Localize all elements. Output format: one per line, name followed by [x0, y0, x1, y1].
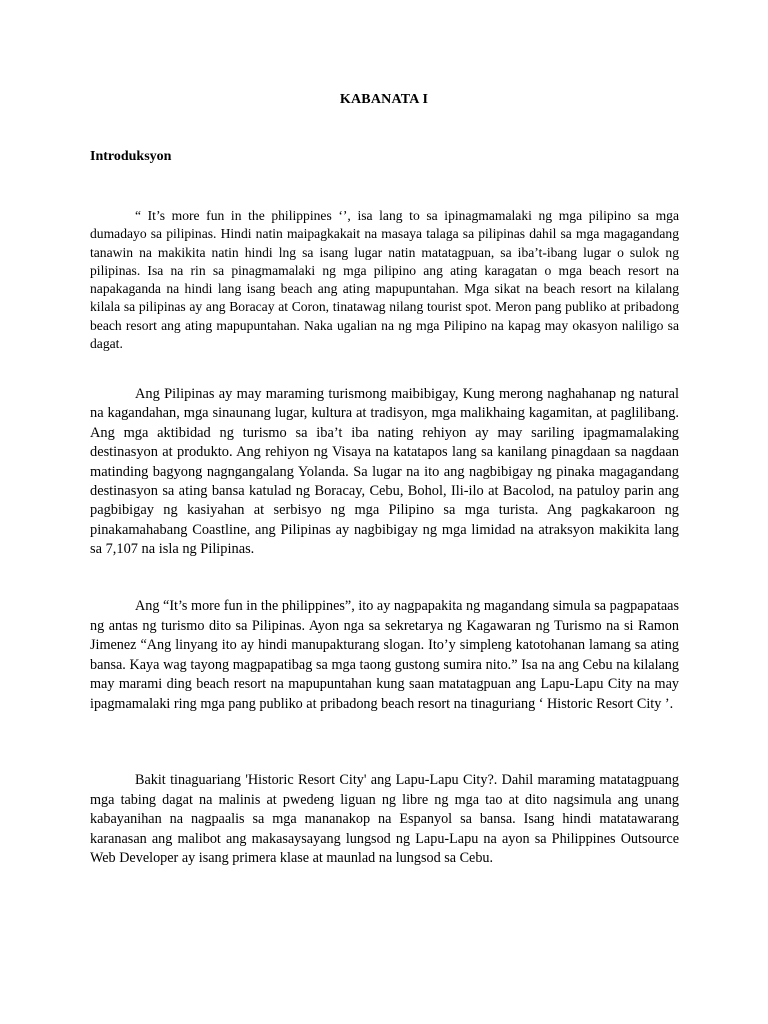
section-heading: Introduksyon: [90, 149, 172, 164]
chapter-title: KABANATA I: [339, 92, 429, 107]
paragraph-4: Bakit tinaguariang 'Historic Resort City' ang Lapu-Lapu City?. Dahil maraming matatagpuang mga tabing dagat na malinis at pwedeng liguan ng libre ng mga tao at dito nagsimula ang unang kabayanihan na nagpaalis sa mga mananakop na Espanyol sa bansa. Isang hindi matatawarang karanasan ang malibot ang makasaysayang lungsod ng Lapu-Lapu na ayon sa Philippines Outsource Web Developer ay isang primera klase at maunlad na lungsod sa Cebu.: [90, 772, 679, 867]
paragraph-1: “ It’s more fun in the philippines ‘’, isa lang to sa ipinagmamalaki ng mga pilipino sa mga dumadayo sa pilipinas. Hindi natin maipagkakait na masaya talaga sa pilipinas dahil sa mga magagandang tanawin na makikita natin hindi lng sa isang lugar natin matatagpuan, sa iba’t-ibang lugar o sulok ng pilipinas. Isa na rin sa pinagmamalaki ng mga pilipino ang ating karagatan o mga beach resort na napakaganda na hindi lang isang beach ang ating mapupuntahan. Mga sikat na beach resort na kilalang kilala sa pilipinas ay ang Boracay at Coron, tinatawag nilang tourist spot. Meron pang publiko at pribadong beach resort ang ating mapupuntahan. Naka ugalian na ng mga Pilipino na kapag may okasyon naliligo sa dagat.: [90, 208, 679, 352]
paragraph-2: Ang Pilipinas ay may maraming turismong maibibigay, Kung merong naghahanap ng natural na kagandahan, mga sinaunang lugar, kultura at tradisyon, mga malikhaing kagamitan, at paglilibang. Ang mga aktibidad ng turismo sa iba’t iba nating rehiyon ay may sariling ipagmamalaking destinasyon at produkto. Ang rehiyon ng Visaya na katatapos lang sa kanilang pinagdaan sa nagdaan matinding bagyong nagngangalang Yolanda. Sa lugar na ito ang nagbibigay ng pinaka magagandang destinasyon sa ating bansa katulad ng Boracay, Cebu, Bohol, Ili-ilo at Bacolod, na patuloy parin ang pagbibigay ng kasiyahan at serbisyo ng mga Pilipino sa mga turista. Ang pagkakaroon ng pinakamahabang Coastline, ang Pilipinas ay nagbibigay ng mga limidad na atraksyon makikita lang sa 7,107 na isla ng Pilipinas.: [90, 386, 679, 558]
paragraph-3: Ang “It’s more fun in the philippines”, ito ay nagpapakita ng magandang simula sa pagpapataas ng antas ng turismo dito sa Pilipinas. Ayon nga sa sekretarya ng Kagawaran ng Turismo na si Ramon Jimenez “Ang linyang ito ay hindi manupakturang slogan. Ito’y simpleng katotohanan lamang sa ating bansa. Kaya wag tayong magpapatibag sa mga taong gustong sumira nito.” Isa na ang Cebu na kilalang may marami ding beach resort na mapupuntahan kung saan matatagpuan ang Lapu-Lapu City na may ipagmamalaki ring mga pang publiko at pribadong beach resort na tinaguriang ‘ Historic Resort City ’.: [90, 598, 679, 712]
